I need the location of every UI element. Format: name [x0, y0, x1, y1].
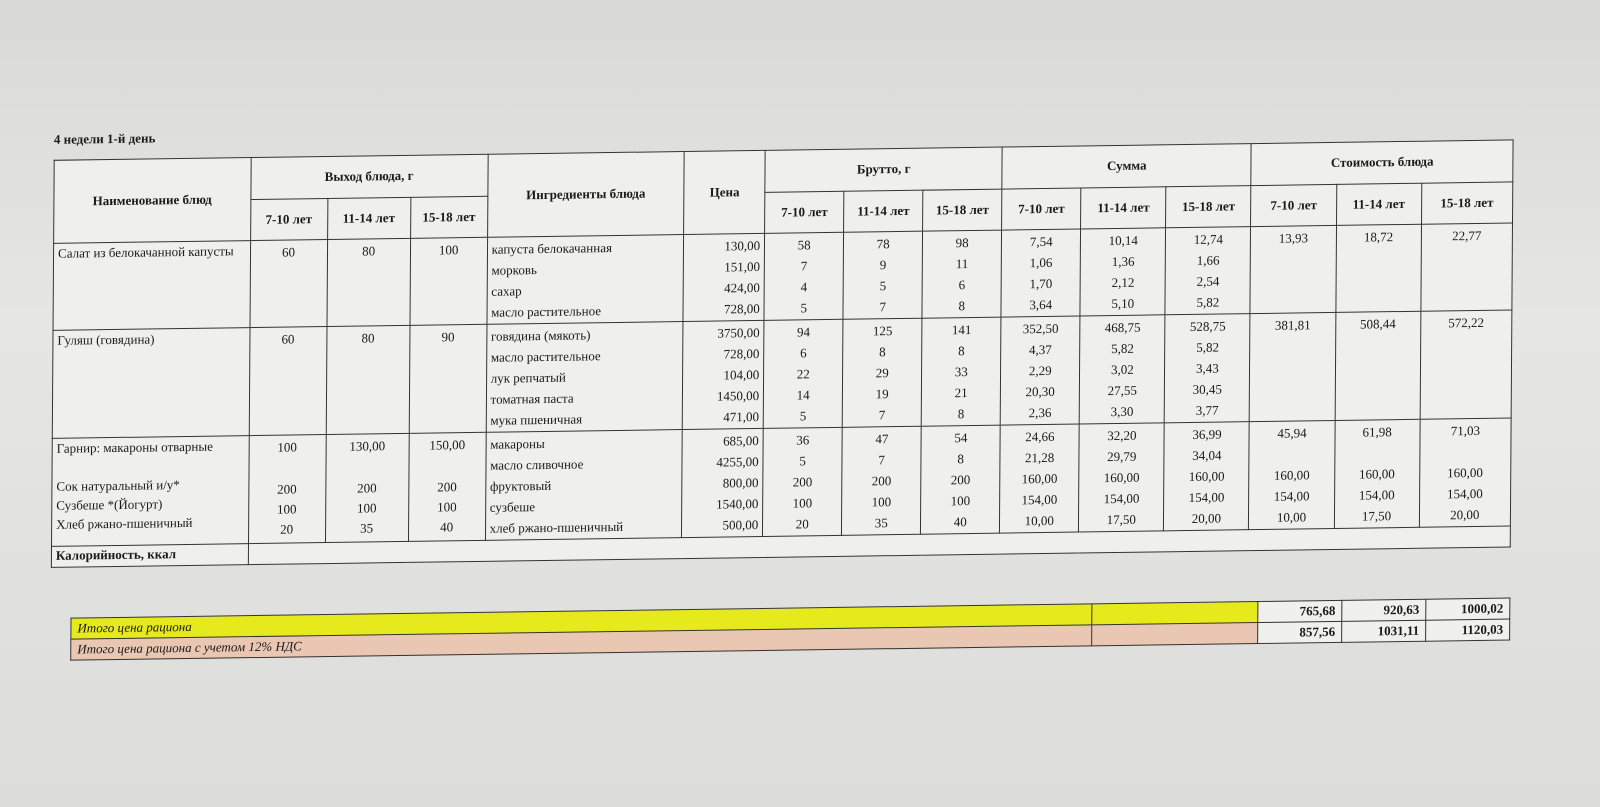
ingredient-price-line: 130,00	[724, 237, 761, 254]
ingredient-price-line: 3750,00	[717, 324, 760, 341]
sum-value	[1165, 314, 1251, 423]
ingredient-name-line: хлеб ржано-пшеничный	[489, 518, 624, 536]
brutto-value-line: 36	[796, 432, 810, 448]
sum-value-line: 154,00	[1188, 489, 1225, 506]
ingredient-price-line: 800,00	[722, 475, 759, 491]
brutto-value	[922, 230, 1002, 318]
total-label: Итого цена рациона с учетом 12% НДС	[71, 625, 1092, 660]
dish-cost-value-line: 160,00	[1447, 464, 1484, 481]
output-value-line: 200	[357, 480, 377, 496]
sum-value-line: 3,30	[1110, 403, 1134, 420]
sum-value	[1079, 423, 1165, 532]
output-value-line: 60	[281, 331, 295, 347]
brutto-value-line: 40	[953, 514, 967, 530]
output-value-line: 100	[277, 439, 298, 455]
dish-group-row	[52, 310, 1512, 438]
ingredient-price-line: 471,00	[723, 408, 760, 425]
brutto-value-line: 98	[955, 235, 969, 251]
output-value	[410, 237, 488, 325]
sum-value-line: 2,12	[1111, 274, 1135, 291]
output-value-line: 200	[437, 479, 457, 495]
sum-value-line: 3,77	[1195, 402, 1219, 418]
ingredient-name-line: сузбеше	[489, 499, 536, 515]
sum-value-line: 3,43	[1196, 360, 1219, 376]
output-value-line: 150,00	[429, 437, 466, 453]
brutto-value	[842, 426, 922, 535]
brutto-value	[921, 317, 1001, 426]
sum-value-line: 30,45	[1192, 381, 1222, 397]
dish-cost-value-line: 154,00	[1358, 487, 1395, 503]
sum-value-line: 160,00	[1021, 470, 1058, 487]
age-header: 7-10 лет	[1002, 187, 1081, 230]
dish-name: Салат из белокачанной капусты	[58, 243, 234, 261]
spreadsheet-sheet	[36, 99, 1540, 680]
sum-value	[1080, 228, 1166, 316]
age-header: 11-14 лет	[1336, 183, 1421, 226]
ingredient-name-line: масло растительное	[490, 348, 601, 365]
brutto-value-line: 22	[796, 366, 810, 382]
sum-value-line: 2,54	[1196, 273, 1220, 289]
age-header: 11-14 лет	[327, 197, 410, 240]
ingredients-header: Ингредиенты блюда	[487, 152, 684, 238]
output-value-line: 40	[440, 519, 454, 535]
brutto-value	[763, 319, 843, 428]
brutto-value	[764, 232, 844, 320]
dish-cost-value	[1419, 418, 1511, 527]
ingredient-name-line: лук репчатый	[490, 369, 566, 386]
brutto-value-line: 20	[795, 516, 809, 532]
sum-value-line: 528,75	[1189, 318, 1226, 334]
sum-value-line: 5,82	[1196, 339, 1220, 355]
sum-value-line: 154,00	[1103, 490, 1140, 507]
ingredient-price-line: 104,00	[723, 366, 760, 383]
brutto-value-line: 8	[957, 451, 965, 467]
dish-cost-value	[1335, 224, 1421, 312]
brutto-value-line: 5	[879, 278, 887, 294]
brutto-value-line: 19	[875, 386, 889, 402]
dish-cost-value-line: 20,00	[1450, 506, 1480, 523]
dish-cost-value-line: 508,44	[1359, 316, 1396, 332]
brutto-value-line: 94	[797, 324, 811, 340]
dish-name: Сок натуральный и/у*	[56, 477, 180, 494]
output-value-line: 100	[276, 501, 297, 517]
brutto-value-line: 125	[872, 323, 893, 339]
dish-names-cell	[52, 436, 249, 547]
brutto-value-line: 5	[799, 408, 807, 424]
dish-cost-value-line: 154,00	[1273, 488, 1310, 504]
sum-value-line: 7,54	[1029, 233, 1053, 250]
brutto-value	[843, 231, 923, 319]
output-value-line: 60	[282, 244, 296, 260]
sum-header: Сумма	[1002, 144, 1251, 189]
ingredient-price-line: 4255,00	[716, 453, 759, 470]
sum-value	[1000, 424, 1080, 533]
sum-value-line: 20,00	[1191, 510, 1222, 526]
brutto-value-line: 11	[955, 256, 969, 272]
brutto-value	[842, 318, 922, 427]
sum-value	[1001, 229, 1081, 317]
dish-cost-value-line: 381,81	[1274, 317, 1311, 333]
menu-body	[52, 223, 1513, 546]
ingredient-name-line: масло сливочное	[490, 456, 584, 473]
sum-value-line: 20,30	[1025, 383, 1055, 400]
dish-group-row	[52, 418, 1512, 546]
output-value-line: 100	[437, 499, 457, 515]
brutto-value-line: 78	[876, 236, 890, 252]
dish-cost-value-line: 61,98	[1362, 424, 1392, 440]
sheet-caption: 4 недели 1-й день	[53, 130, 156, 147]
output-value-line: 100	[438, 242, 459, 258]
sum-value-line: 4,37	[1029, 341, 1052, 358]
ingredient-name-line: масло растительное	[491, 303, 602, 320]
age-header: 7-10 лет	[1251, 184, 1336, 227]
dish-cost-value	[1421, 223, 1513, 311]
output-value-line: 80	[361, 330, 375, 346]
sum-value-line: 24,66	[1025, 428, 1055, 445]
sum-value-line: 27,55	[1107, 382, 1137, 399]
age-header: 11-14 лет	[1081, 186, 1166, 229]
brutto-value-line: 100	[792, 495, 813, 511]
sum-value-line: 160,00	[1188, 468, 1225, 484]
dish-cost-value-line: 17,50	[1361, 508, 1392, 524]
brutto-value-line: 8	[958, 298, 966, 314]
ingredient-name-line: мука пшеничная	[490, 411, 583, 428]
dish-cost-value	[1334, 419, 1420, 528]
ingredient-name	[486, 322, 683, 433]
brutto-value-line: 4	[800, 279, 808, 295]
brutto-value	[763, 427, 843, 536]
brutto-value-line: 29	[875, 365, 889, 381]
sum-value-line: 17,50	[1106, 511, 1137, 528]
sum-value-line: 1,70	[1029, 275, 1053, 292]
sum-value-line: 160,00	[1103, 469, 1140, 486]
dish-cost-value	[1250, 225, 1336, 313]
dish-name: Сузбеше *(Йогурт)	[56, 496, 163, 513]
sum-value-line: 3,02	[1110, 361, 1134, 378]
sum-value-line: 12,74	[1193, 231, 1224, 247]
age-header: 11-14 лет	[844, 190, 923, 233]
brutto-value-line: 8	[879, 344, 886, 360]
output-value	[326, 325, 410, 434]
ingredient-price-line: 151,00	[724, 258, 761, 275]
brutto-value-line: 6	[800, 345, 807, 361]
output-value	[248, 435, 326, 544]
sum-value-line: 352,50	[1022, 320, 1059, 337]
brutto-value-line: 100	[950, 493, 971, 509]
dish-cost-value-line: 71,03	[1450, 422, 1481, 439]
output-value	[250, 240, 328, 328]
dish-cost-value-line: 45,94	[1277, 425, 1307, 441]
brutto-value-line: 7	[879, 299, 887, 315]
brutto-value-line: 100	[871, 494, 892, 510]
brutto-value-line: 9	[879, 257, 887, 273]
totals-table	[70, 598, 1510, 661]
total-value: 1031,11	[1342, 620, 1426, 642]
ingredient-name-line: морковь	[491, 262, 537, 278]
sum-value-line: 10,00	[1024, 512, 1054, 529]
output-value-line: 80	[362, 243, 376, 259]
price-header: Цена	[684, 150, 766, 234]
brutto-value-line: 35	[874, 515, 888, 531]
brutto-value-line: 33	[954, 364, 968, 380]
output-value-line: 200	[277, 481, 297, 497]
age-header: 7-10 лет	[765, 191, 844, 234]
dish-cost-value-line: 160,00	[1358, 466, 1395, 482]
sum-value	[1165, 227, 1251, 315]
dish-cost-value-line: 154,00	[1447, 485, 1483, 502]
sum-value-line: 29,79	[1107, 448, 1137, 465]
output-header: Выход блюда, г	[250, 154, 487, 199]
sum-value-line: 1,36	[1111, 253, 1135, 270]
output-value-line: 90	[441, 329, 455, 345]
sum-value-line: 154,00	[1021, 491, 1058, 508]
ingredient-price	[682, 320, 764, 429]
sum-value-line: 5,10	[1111, 295, 1135, 312]
brutto-value-line: 8	[958, 343, 965, 359]
output-value	[409, 324, 487, 433]
ingredient-price-line: 685,00	[723, 432, 759, 449]
ingredient-price-line: 500,00	[722, 517, 759, 533]
ingredient-price-line: 728,00	[723, 345, 760, 362]
dish-cost-value-line: 572,22	[1448, 314, 1485, 331]
dish-cost-value-line: 13,93	[1278, 230, 1309, 246]
brutto-value-line: 141	[951, 322, 972, 338]
menu-table	[51, 139, 1514, 567]
sum-value-line: 34,04	[1192, 447, 1222, 463]
total-value: 1000,02	[1426, 598, 1510, 620]
dish-name: Гарнир: макароны отварные	[56, 438, 213, 456]
age-header: 15-18 лет	[923, 189, 1002, 232]
dish-name: Гуляш (говядина)	[57, 331, 155, 348]
brutto-value-line: 200	[792, 474, 813, 490]
dish-cost-value	[1335, 311, 1421, 420]
output-value	[249, 327, 327, 436]
sum-value-line: 32,20	[1107, 427, 1137, 444]
output-value	[408, 432, 486, 541]
output-value-line: 35	[360, 520, 374, 536]
total-value: 1120,03	[1426, 619, 1510, 641]
dish-name: Хлеб ржано-пшеничный	[56, 514, 193, 532]
sum-value	[1000, 316, 1080, 425]
age-header: 15-18 лет	[1166, 185, 1251, 228]
brutto-value-line: 6	[958, 277, 966, 293]
cost-header: Стоимость блюда	[1251, 140, 1513, 185]
sum-value-line: 1,66	[1196, 252, 1220, 268]
sum-value-line: 21,28	[1025, 449, 1055, 466]
ingredient-price	[682, 428, 764, 537]
total-value: 765,68	[1258, 600, 1342, 622]
ingredient-name-line: макароны	[490, 435, 545, 452]
dish-names-cell	[53, 241, 250, 331]
brutto-value-line: 200	[871, 473, 892, 489]
ingredient-name	[487, 235, 684, 325]
dish-cost-value-line: 22,77	[1452, 227, 1482, 244]
sum-value	[1079, 315, 1165, 424]
sum-value-line: 1,06	[1029, 254, 1053, 271]
ingredient-price-line: 728,00	[723, 300, 760, 317]
total-value: 920,63	[1342, 599, 1426, 621]
output-value-line: 100	[357, 500, 377, 516]
ingredient-price-line: 424,00	[724, 279, 760, 296]
age-header: 15-18 лет	[1421, 181, 1513, 224]
sum-value-line: 5,82	[1111, 340, 1134, 357]
brutto-value-line: 7	[878, 452, 885, 468]
brutto-value	[921, 425, 1001, 534]
dish-cost-value	[1249, 420, 1335, 529]
total-spacer	[1092, 623, 1258, 646]
dish-names-cell	[52, 328, 249, 439]
brutto-value-line: 5	[800, 300, 808, 316]
sum-value	[1164, 422, 1250, 531]
calories-label: Калорийность, ккал	[51, 544, 248, 568]
ingredient-name-line: фруктовый	[489, 477, 552, 494]
dish-cost-value	[1250, 312, 1336, 421]
ingredient-name-line: говядина (мякоть)	[490, 327, 591, 344]
total-value: 857,56	[1258, 621, 1342, 643]
dish-header: Наименование блюд	[54, 158, 251, 244]
brutto-value-line: 14	[796, 387, 810, 403]
sum-value-line: 36,99	[1192, 426, 1222, 442]
brutto-value-line: 58	[797, 237, 811, 253]
brutto-value-line: 200	[950, 472, 971, 488]
brutto-value-line: 7	[878, 407, 886, 423]
brutto-value-line: 7	[800, 258, 808, 274]
brutto-value-line: 47	[875, 431, 889, 447]
age-header: 15-18 лет	[410, 196, 487, 239]
dish-cost-value	[1420, 310, 1512, 419]
output-value	[327, 238, 411, 326]
total-label: Итого цена рациона	[71, 604, 1092, 639]
output-value-line: 130,00	[349, 438, 386, 454]
ingredient-price-line: 1450,00	[716, 387, 760, 404]
brutto-value-line: 54	[954, 430, 968, 446]
output-value	[325, 433, 409, 542]
brutto-value-line: 8	[957, 406, 965, 422]
sum-value-line: 2,29	[1028, 362, 1052, 379]
sum-value-line: 10,14	[1108, 232, 1138, 249]
dish-cost-value-line: 160,00	[1273, 467, 1310, 483]
sum-value-line: 2,36	[1028, 404, 1052, 421]
ingredient-name-line: томатная паста	[490, 390, 574, 407]
brutto-value-line: 5	[799, 453, 806, 469]
ingredient-price-line: 1540,00	[716, 496, 759, 512]
ingredient-price	[683, 233, 765, 321]
sum-value-line: 5,82	[1196, 294, 1220, 310]
ingredient-name-line: капуста белокачанная	[491, 240, 613, 257]
dish-cost-value-line: 10,00	[1276, 509, 1307, 525]
sum-value-line: 3,64	[1029, 296, 1053, 313]
ingredient-name-line: сахар	[491, 283, 522, 299]
age-header: 7-10 лет	[250, 198, 327, 241]
brutto-header: Брутто, г	[765, 147, 1002, 192]
sum-value-line: 468,75	[1104, 319, 1141, 336]
brutto-value-line: 21	[954, 385, 968, 401]
dish-cost-value-line: 18,72	[1363, 229, 1394, 245]
output-value-line: 20	[280, 521, 294, 537]
ingredient-name	[485, 430, 682, 541]
total-spacer	[1092, 602, 1258, 625]
